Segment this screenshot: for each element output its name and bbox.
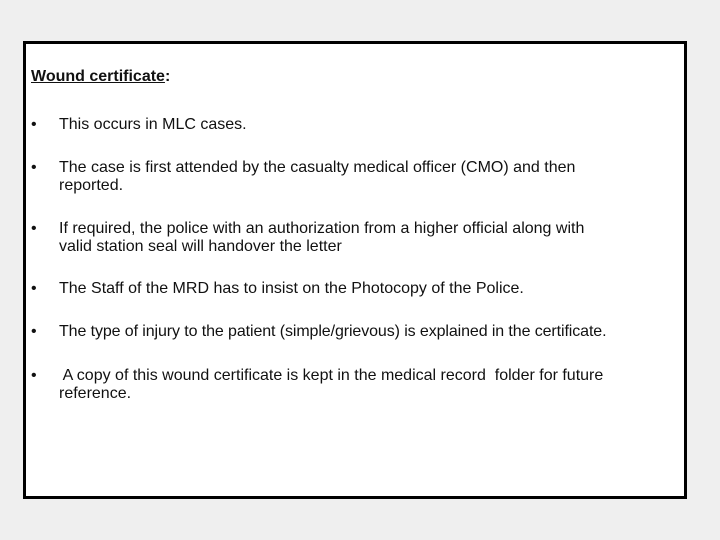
bullet-line: The type of injury to the patient (simple/grievous) is explained in the certificate. [59,323,607,340]
bullet-icon: • [31,159,37,176]
title-colon: : [164,68,171,85]
bullet-line: reference. [59,385,132,402]
bullet-icon: • [31,220,37,237]
page-title [31,68,170,86]
title-text: Wound certificate [31,68,165,85]
bullet-line: A copy of this wound certificate is kept in the medical record folder for future [59,367,604,384]
bullet-icon: • [31,367,37,384]
list-item [31,159,691,195]
bullet-line: valid station seal will handover the letter [59,238,342,255]
bullet-icon: • [31,280,37,297]
bullet-line: The Staff of the MRD has to insist on the Photocopy of the Police. [59,280,524,297]
bullet-icon: • [31,323,37,340]
bullet-line: This occurs in MLC cases. [59,116,247,133]
bullet-line: If required, the police with an authorization from a higher official along with [59,220,585,237]
list-item [31,220,691,256]
list-item [31,116,691,134]
list-item [31,280,691,298]
list-item [31,323,691,341]
bullet-line: The case is first attended by the casualty medical officer (CMO) and then [59,159,576,176]
bullet-line: reported. [59,177,124,194]
bullet-icon: • [31,116,37,133]
list-item [31,367,691,403]
slide-content-box [23,41,687,499]
